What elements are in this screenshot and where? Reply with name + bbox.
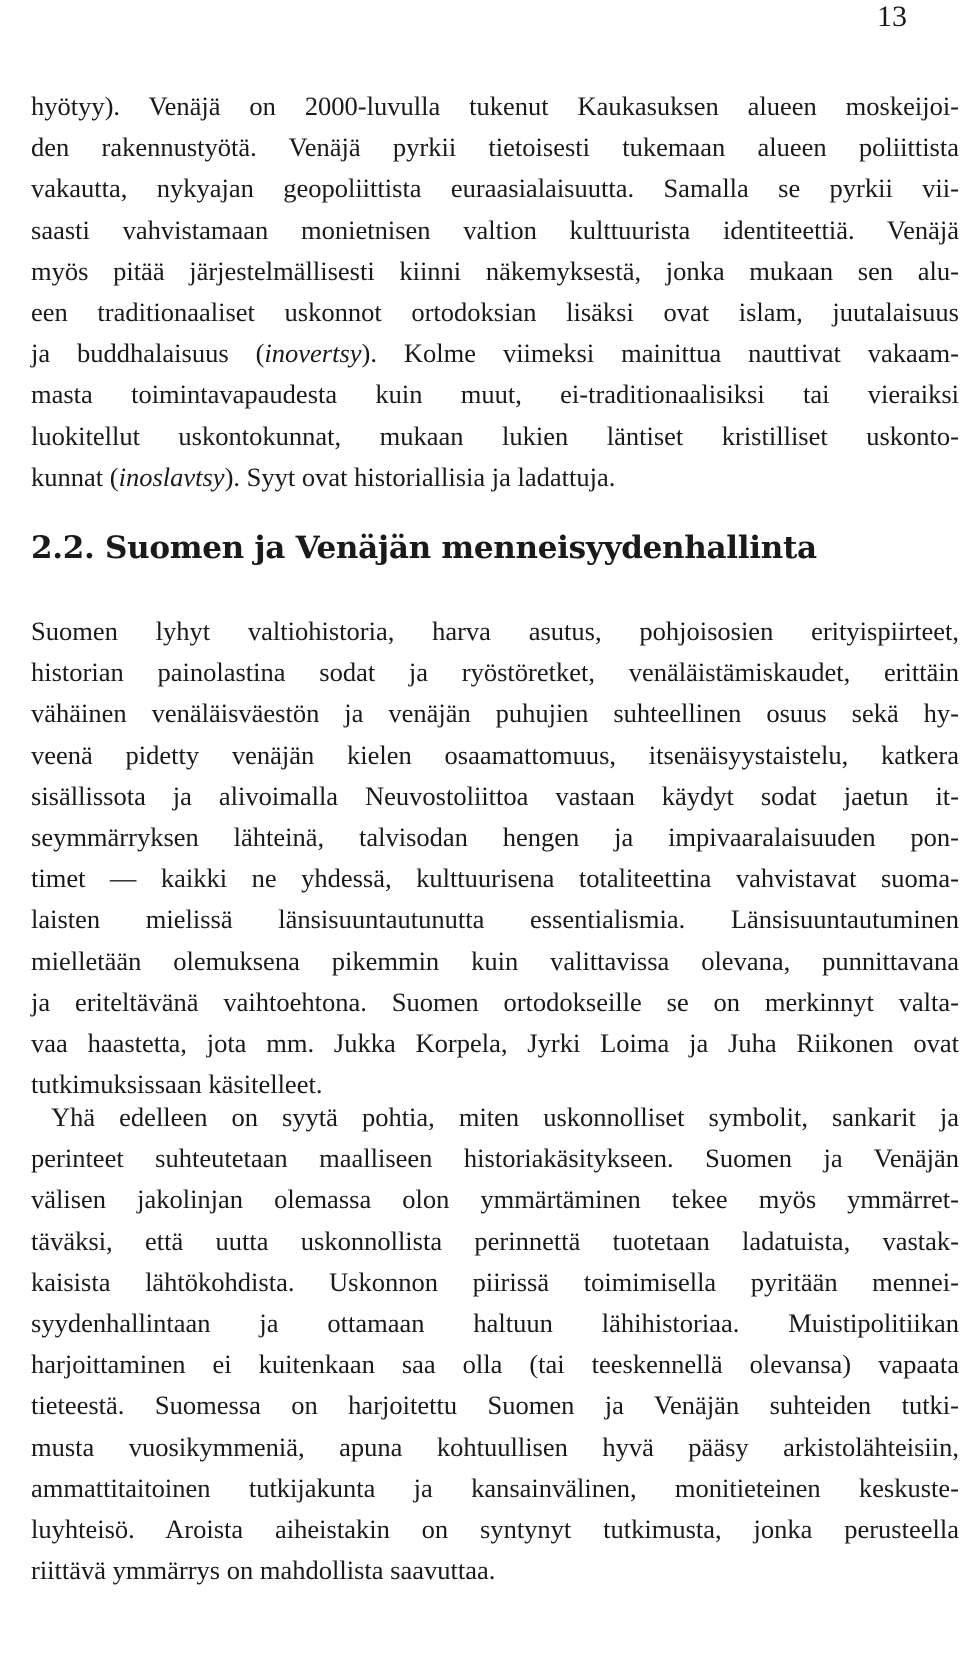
text-line: een traditionaaliset uskonnot ortodoksian lisäksi ovat islam, juutalaisuus [31, 296, 959, 327]
text-line: tieteestä. Suomessa on harjoitettu Suomen ja Venäjän suhteiden tutki- [31, 1390, 959, 1421]
text-line: ammattitaitoinen tutkijakunta ja kansainvälinen, monitieteinen keskuste- [31, 1472, 959, 1503]
text-line: musta vuosikymmeniä, apuna kohtuullisen hyvä pääsy arkistolähteisiin, [31, 1431, 959, 1462]
text-line: Yhä edelleen on syytä pohtia, miten uskonnolliset symbolit, sankarit ja [51, 1102, 959, 1132]
text-line: seymmärryksen lähteinä, talvisodan hengen ja impivaaralaisuuden pon- [31, 821, 959, 852]
text-line: mielletään olemuksena pikemmin kuin valittavissa olevana, punnittavana [31, 945, 959, 976]
text-line: vakautta, nykyajan geopoliittista euraasialaisuutta. Samalla se pyrkii vii- [31, 173, 959, 204]
text-line: luokitellut uskontokunnat, mukaan lukien läntiset kristilliset uskonto- [31, 420, 959, 451]
text-line: kaisista lähtökohdista. Uskonnon piirissä toimimisella pyritään mennei- [31, 1266, 959, 1297]
page-number: 13 [877, 0, 907, 33]
italic-term: inovertsy [264, 338, 362, 369]
text-line: timet — kaikki ne yhdessä, kulttuurisena totaliteettina vahvistavat suoma- [31, 863, 959, 894]
text-line: luyhteisö. Aroista aiheistakin on syntynyt tutkimusta, jonka perusteella [31, 1513, 959, 1544]
section-heading: 2.2. Suomen ja Venäjän menneisyydenhallinta [31, 530, 817, 566]
text-line: myös pitää järjestelmällisesti kiinni näkemyksestä, jonka mukaan sen alu- [31, 255, 959, 286]
text-line: den rakennustyötä. Venäjä pyrkii tietoisesti tukemaan alueen poliittista [31, 132, 959, 163]
paragraph-memory-politics [31, 1097, 959, 1591]
text-line: ja eriteltävänä vaihtoehtona. Suomen ortodokseille se on merkinnyt valta- [31, 986, 959, 1017]
text-line: laisten mielissä länsisuuntautunutta essentialismia. Länsisuuntautuminen [31, 904, 959, 935]
text-line: täväksi, että uutta uskonnollista perinnettä tuotetaan ladatuista, vastak- [31, 1225, 959, 1256]
text-line: kunnat (inoslavtsy). Syyt ovat historiallisia ja ladattuja. [31, 461, 616, 492]
italic-term: inoslavtsy [118, 461, 225, 492]
text-line: saasti vahvistamaan monietnisen valtion kulttuurista identiteettiä. Venäjä [31, 214, 959, 245]
text-line: ja buddhalaisuus (inovertsy). Kolme viimeksi mainittua nauttivat vakaam- [31, 338, 959, 369]
text-line: välisen jakolinjan olemassa olon ymmärtäminen tekee myös ymmärret- [31, 1184, 959, 1215]
text-line: vaa haastetta, jota mm. Jukka Korpela, Jyrki Loima ja Juha Riikonen ovat [31, 1027, 959, 1058]
text-line: veenä pidetty venäjän kielen osaamattomuus, itsenäisyystaistelu, katkera [31, 739, 959, 770]
text-line: masta toimintavapaudesta kuin muut, ei-traditionaalisiksi tai vieraiksi [31, 379, 959, 410]
text-line: riittävä ymmärrys on mahdollista saavuttaa. [31, 1555, 496, 1586]
text-line: hyötyy). Venäjä on 2000-luvulla tukenut Kaukasuksen alueen moskeijoi- [31, 91, 959, 121]
text-line: syydenhallintaan ja ottamaan haltuun lähihistoriaa. Muistipolitiikan [31, 1307, 959, 1338]
text-line: sisällissota ja alivoimalla Neuvostoliittoa vastaan käydyt sodat jaetun it- [31, 780, 959, 811]
text-line: vähäinen venäläisväestön ja venäjän puhujien suhteellinen osuus sekä hy- [31, 698, 959, 729]
paragraph-intro [31, 86, 959, 498]
text-line: tutkimuksissaan käsitelleet. [31, 1069, 323, 1100]
text-line: historian painolastina sodat ja ryöstöretket, venäläistämiskaudet, erittäin [31, 657, 959, 688]
text-line: harjoittaminen ei kuitenkaan saa olla (tai teeskennellä olevansa) vapaata [31, 1349, 959, 1380]
paragraph-history [31, 611, 959, 1105]
text-line: perinteet suhteutetaan maalliseen historiakäsitykseen. Suomen ja Venäjän [31, 1143, 959, 1174]
text-line: Suomen lyhyt valtiohistoria, harva asutus, pohjoisosien erityispiirteet, [31, 616, 959, 646]
